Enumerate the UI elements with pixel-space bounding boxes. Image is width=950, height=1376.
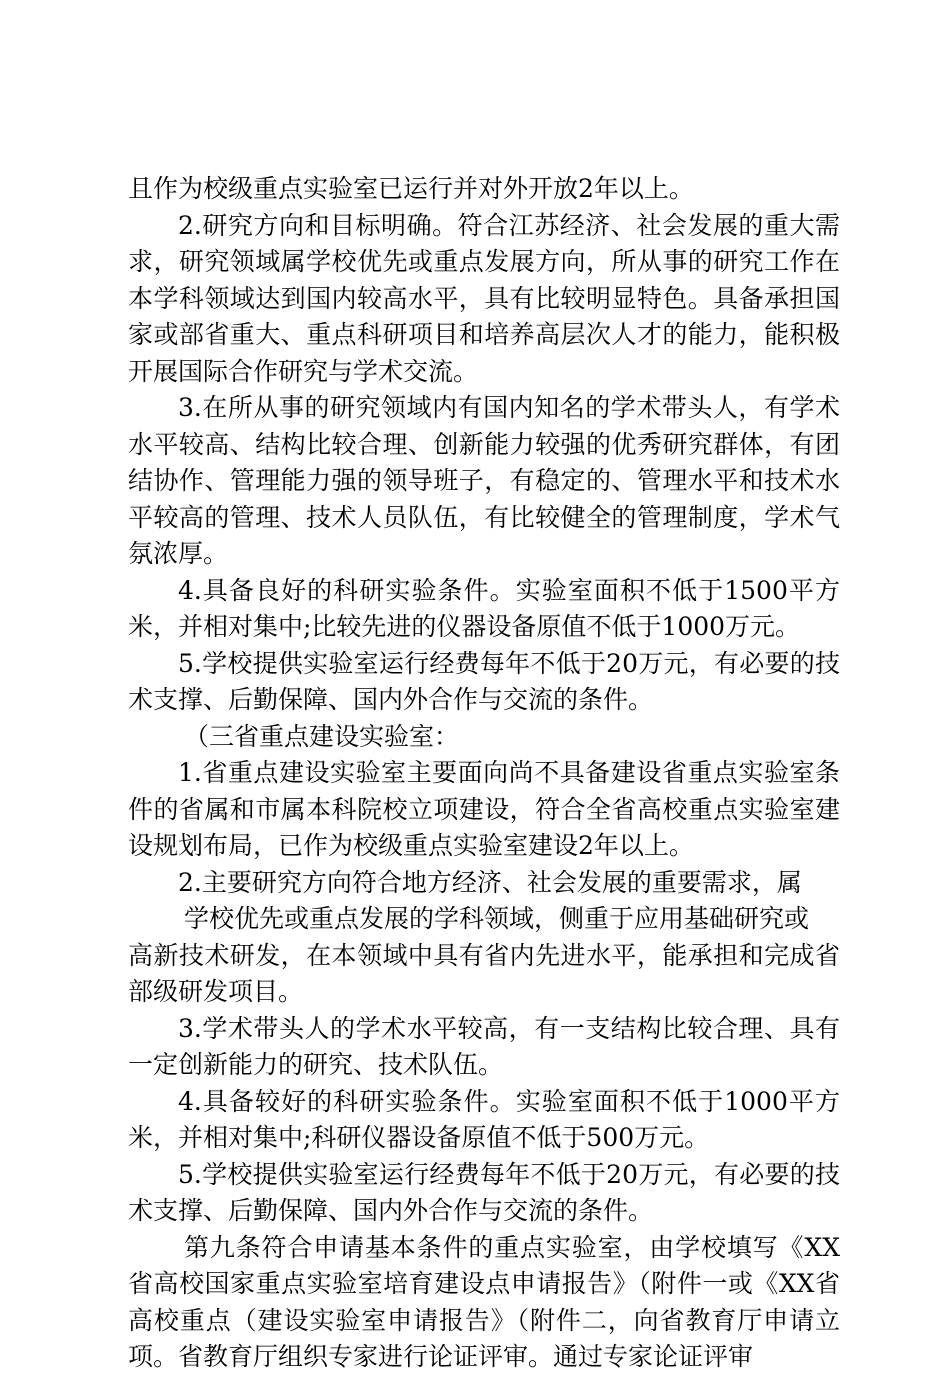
paragraph-sub-item-5: 5.学校提供实验室运行经费每年不低于20万元，有必要的技术支撑、后勤保障、国内外合作与交流的条件。 [128,1159,840,1225]
paragraph-item-5: 5.学校提供实验室运行经费每年不低于20万元，有必要的技术支撑、后勤保障、国内外合作与交流的条件。 [128,648,840,714]
paragraph-sub-item-1: 1.省重点建设实验室主要面向尚不具备建设省重点实验室条件的省属和市属本科院校立项建设，符合全省高校重点实验室建设规划布局，已作为校级重点实验室建设2年以上。 [128,758,840,860]
paragraph-sub-item-2-tail: 高新技术研发，在本领域中具有省内先进水平，能承担和完成省部级研发项目。 [128,940,840,1006]
paragraph-item-3: 3.在所从事的研究领域内有国内知名的学术带头人，有学术水平较高、结构比较合理、创新能力较强的优秀研究群体，有团结协作、管理能力强的领导班子，有稳定的、管理水平和技术水平较高的管理、技术人员队伍，有比较健全的管理制度，学术气氛浓厚。 [128,393,840,568]
paragraph-sub-item-2: 2.主要研究方向符合地方经济、社会发展的重要需求，属 [178,867,802,897]
paragraph-sub-item-2-cont: 学校优先或重点发展的学科领域，侧重于应用基础研究或 [184,904,810,933]
paragraph-item-4: 4.具备良好的科研实验条件。实验室面积不低于1500平方米，并相对集中;比较先进的仪器设备原值不低于1000万元。 [128,575,840,641]
paragraph-sub-item-3: 3.学术带头人的学术水平较高，有一支结构比较合理、具有一定创新能力的研究、技术队伍。 [128,1013,840,1079]
paragraph-article-9: 第九条符合申请基本条件的重点实验室，由学校填写《XX省高校国家重点实验室培育建设点申请报告》（附件一或《XX省高校重点（建设实验室申请报告》（附件二，向省教育厅申请立项。省教育厅组织专家进行论证评审。通过专家论证评审 [128,1232,840,1371]
paragraph-continuation: 且作为校级重点实验室已运行并对外开放2年以上。 [128,174,694,203]
document-body [128,171,840,1376]
paragraph-sub-item-4: 4.具备较好的科研实验条件。实验室面积不低于1000平方米，并相对集中;科研仪器设备原值不低于500万元。 [128,1086,840,1152]
section-heading-3: （三省重点建设实验室： [184,721,460,751]
paragraph-item-2: 2.研究方向和目标明确。符合江苏经济、社会发展的重大需求，研究领域属学校优先或重点发展方向，所从事的研究工作在本学科领域达到国内较高水平，具有比较明显特色。具备承担国家或部省重大、重点科研项目和培养高层次人才的能力，能积极开展国际合作研究与学术交流。 [128,210,840,386]
